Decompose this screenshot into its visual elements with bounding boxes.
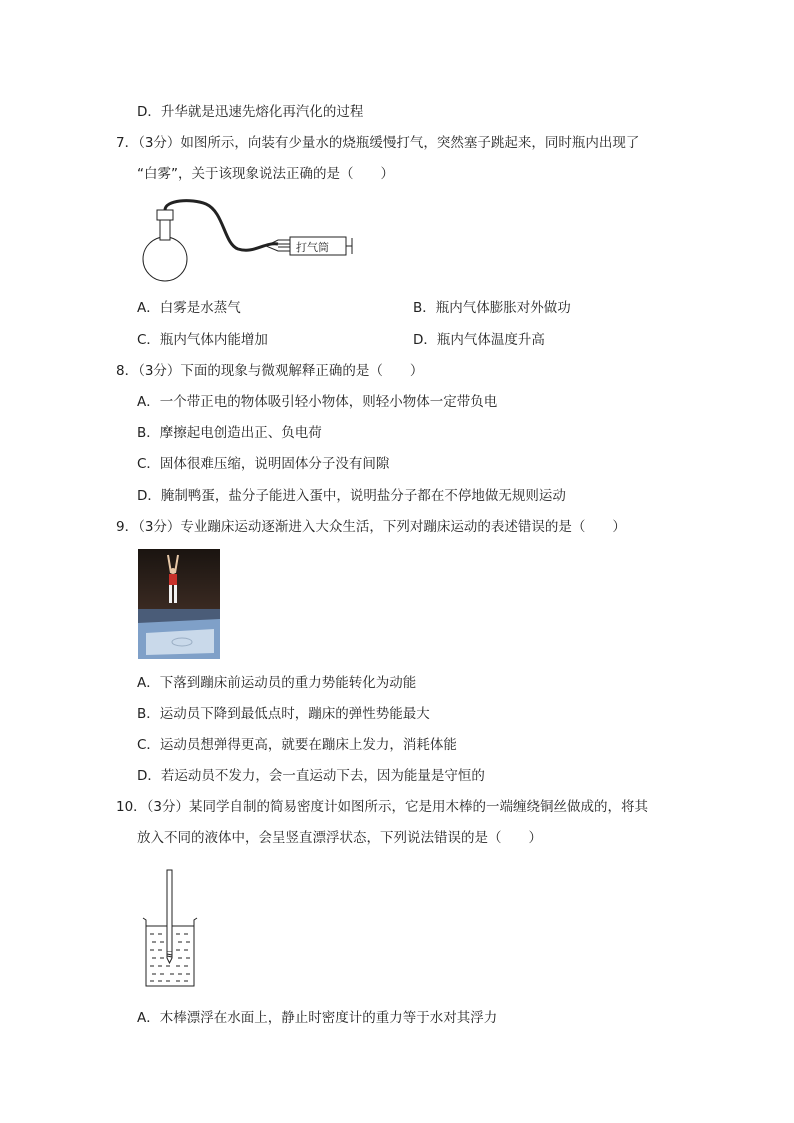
q7-stem-line1: 7．（3分）如图所示，向装有少量水的烧瓶缓慢打气，突然塞子跳起来，同时瓶内出现了: [116, 135, 640, 151]
q7-option-b: B．瓶内气体膨胀对外做功: [413, 300, 571, 316]
pump-label: 打气筒: [296, 241, 329, 254]
q9-option-b: B．运动员下降到最低点时，蹦床的弹性势能最大: [137, 706, 430, 722]
q9-option-c: C．运动员想弹得更高，就要在蹦床上发力，消耗体能: [137, 737, 457, 753]
q9-stem: 9．（3分）专业蹦床运动逐渐进入大众生活，下列对蹦床运动的表述错误的是（ ）: [116, 519, 626, 535]
q10-stem-line2: 放入不同的液体中，会呈竖直漂浮状态，下列说法错误的是（ ）: [137, 830, 542, 846]
q7-option-a: A．白雾是水蒸气: [137, 300, 241, 316]
trampoline-photo: [138, 549, 220, 659]
q8-option-d: D．腌制鸭蛋，盐分子能进入蛋中，说明盐分子都在不停地做无规则运动: [137, 488, 566, 504]
q7-option-c: C．瓶内气体内能增加: [137, 332, 268, 348]
q9-option-a: A．下落到蹦床前运动员的重力势能转化为动能: [137, 675, 417, 691]
q10-option-a: A．木棒漂浮在水面上，静止时密度计的重力等于水对其浮力: [137, 1010, 498, 1026]
q8-option-b: B．摩擦起电创造出正、负电荷: [137, 425, 322, 441]
q7-stem-line2: “白雾”，关于该现象说法正确的是（ ）: [137, 166, 394, 182]
q8-stem: 8．（3分）下面的现象与微观解释正确的是（ ）: [116, 363, 424, 379]
q7-option-d: D．瓶内气体温度升高: [413, 332, 545, 348]
flask-pump-diagram: [136, 196, 356, 288]
hydrometer-beaker-diagram: [142, 868, 200, 988]
q6-option-d: D．升华就是迅速先熔化再汽化的过程: [137, 104, 364, 120]
q10-stem-line1: 10．（3分）某同学自制的简易密度计如图所示，它是用木棒的一端缠绕铜丝做成的，将其: [116, 799, 649, 815]
q8-option-c: C．固体很难压缩，说明固体分子没有间隙: [137, 456, 390, 472]
q9-option-d: D．若运动员不发力，会一直运动下去，因为能量是守恒的: [137, 768, 485, 784]
q8-option-a: A．一个带正电的物体吸引轻小物体，则轻小物体一定带负电: [137, 394, 498, 410]
